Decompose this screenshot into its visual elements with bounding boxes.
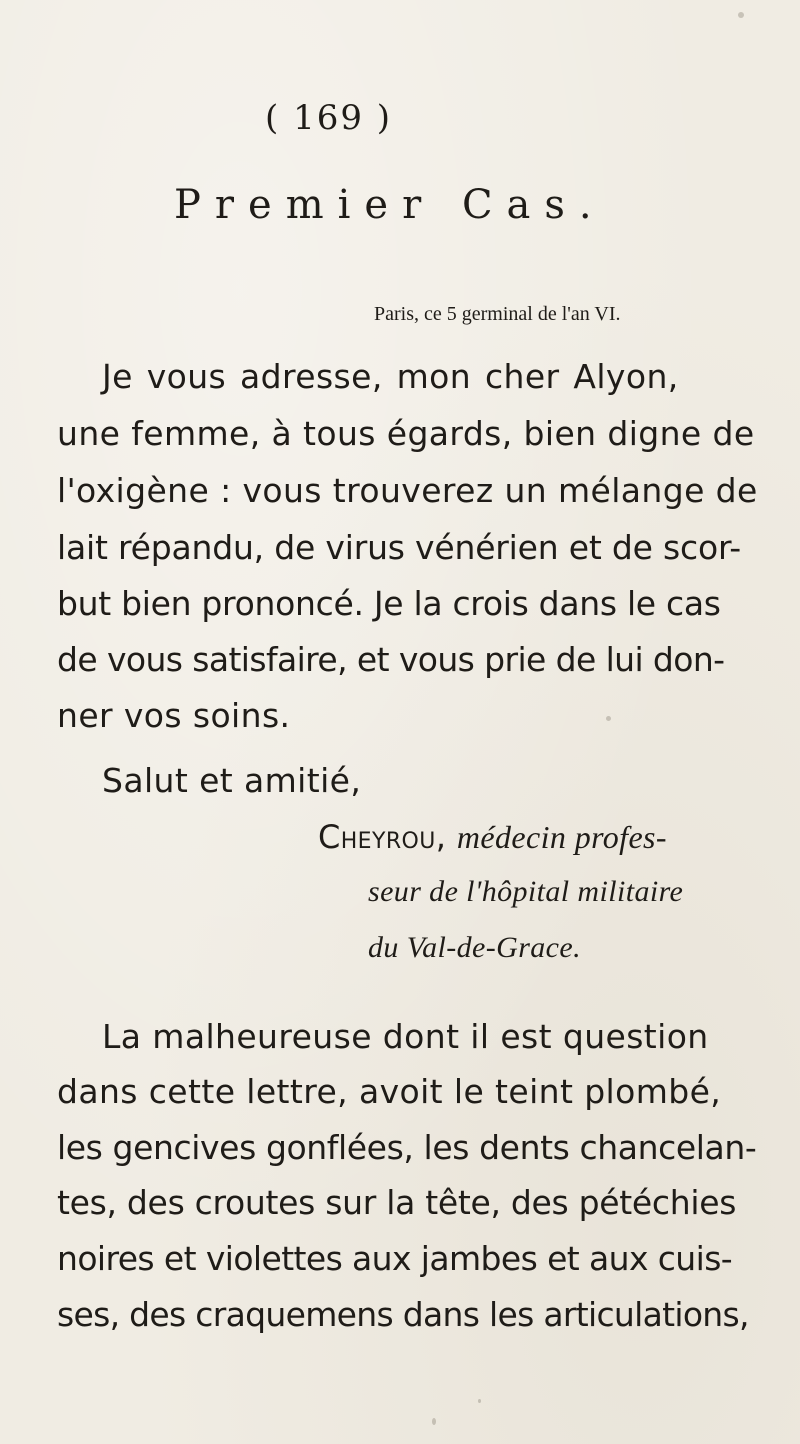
text-line: Je vous adresse, mon cher Alyon, bbox=[102, 357, 679, 396]
signature-name: Cheyrou bbox=[318, 818, 436, 856]
text-line: noires et violettes aux jambes et aux cuis- bbox=[57, 1239, 733, 1278]
paper-speck bbox=[738, 12, 744, 18]
text-line: ses, des craquemens dans les articulations, bbox=[57, 1295, 749, 1334]
text-line: une femme, à tous égards, bien digne de bbox=[57, 414, 755, 453]
closing-salutation: Salut et amitié, bbox=[102, 761, 362, 800]
signature-title-line: médecin profes- bbox=[456, 819, 667, 855]
page-number: ( 169 ) bbox=[265, 98, 393, 138]
paper-speck bbox=[478, 1399, 481, 1403]
text-line: dans cette lettre, avoit le teint plombé, bbox=[57, 1072, 722, 1111]
text-line: tes, des croutes sur la tête, des pétéchies bbox=[57, 1183, 737, 1222]
case-title: Premier Cas. bbox=[174, 182, 606, 228]
text-line: lait répandu, de virus vénérien et de scor- bbox=[57, 528, 741, 567]
text-line: de vous satisfaire, et vous prie de lui don- bbox=[57, 640, 725, 679]
paper-speck bbox=[432, 1418, 436, 1425]
text-line: La malheureuse dont il est question bbox=[102, 1017, 709, 1056]
text-line: but bien prononcé. Je la crois dans le cas bbox=[57, 584, 721, 623]
paper-speck bbox=[606, 716, 611, 721]
signature-title-line: seur de l'hôpital militaire bbox=[368, 875, 684, 908]
text-line: ner vos soins. bbox=[57, 696, 291, 735]
signature-title-line: du Val-de-Grace. bbox=[368, 931, 582, 964]
signature-comma: , bbox=[435, 818, 457, 856]
text-line: les gencives gonflées, les dents chancelan- bbox=[57, 1128, 757, 1167]
text-line: l'oxigène : vous trouverez un mélange de bbox=[57, 471, 758, 510]
dateline: Paris, ce 5 germinal de l'an VI. bbox=[374, 303, 621, 325]
signature-first-line bbox=[318, 818, 667, 856]
